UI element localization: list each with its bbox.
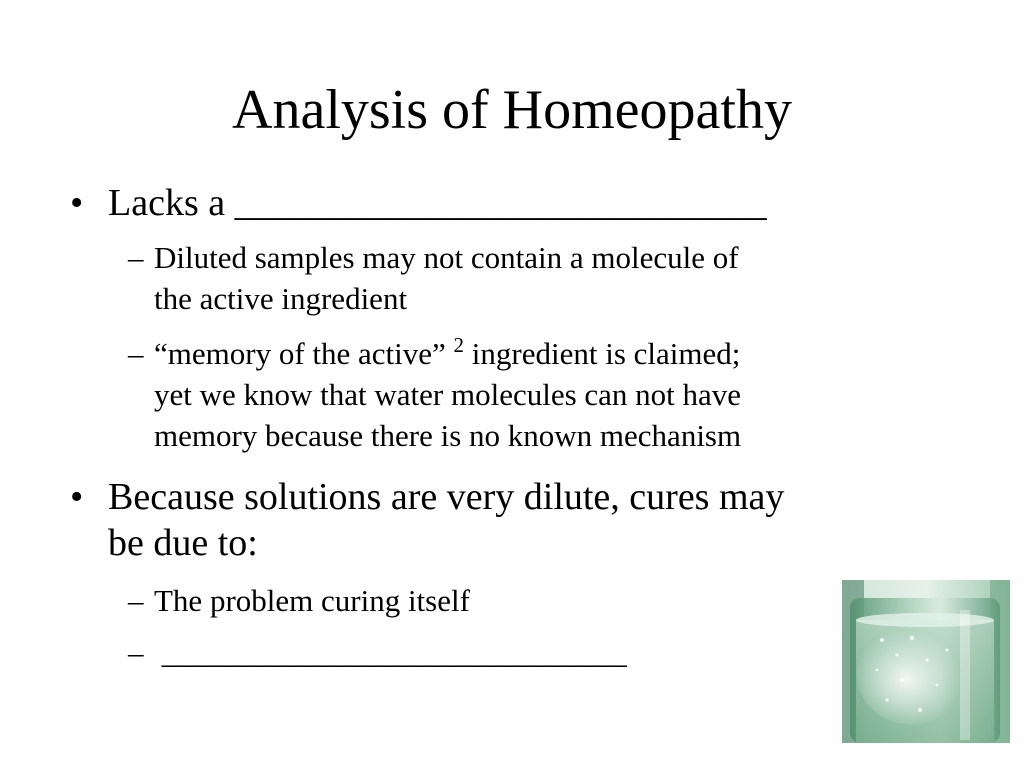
subitem-text: ______________________________ xyxy=(154,635,627,670)
subitem-line: the active ingredient xyxy=(154,281,408,316)
dash-marker: – xyxy=(128,240,144,275)
bullet-text: Lacks a ____________________________ xyxy=(108,182,767,224)
dash-marker: – xyxy=(128,583,144,618)
subitem-text: The problem curing itself xyxy=(154,583,470,618)
bullet-line: be due to: xyxy=(108,522,258,564)
quote-text: “memory of the active” xyxy=(154,336,454,371)
bullet-line: Because solutions are very dilute, cures may xyxy=(108,476,785,518)
slide-title: Analysis of Homeopathy xyxy=(232,79,792,141)
bullet-marker: • xyxy=(70,182,84,224)
footnote-marker: 2 xyxy=(453,333,465,357)
subitem-line: yet we know that water molecules can not have xyxy=(154,377,742,412)
dash-marker: – xyxy=(128,336,144,371)
subitem-line xyxy=(154,333,928,374)
bullet-marker: • xyxy=(70,476,84,518)
water-glass-image xyxy=(842,580,1010,743)
subitem-text: ingredient is claimed; xyxy=(464,336,741,371)
subitem-line: Diluted samples may not contain a molecule of xyxy=(154,240,739,275)
dash-marker: – xyxy=(128,635,144,670)
subitem-line: memory because there is no known mechanism xyxy=(154,418,742,453)
